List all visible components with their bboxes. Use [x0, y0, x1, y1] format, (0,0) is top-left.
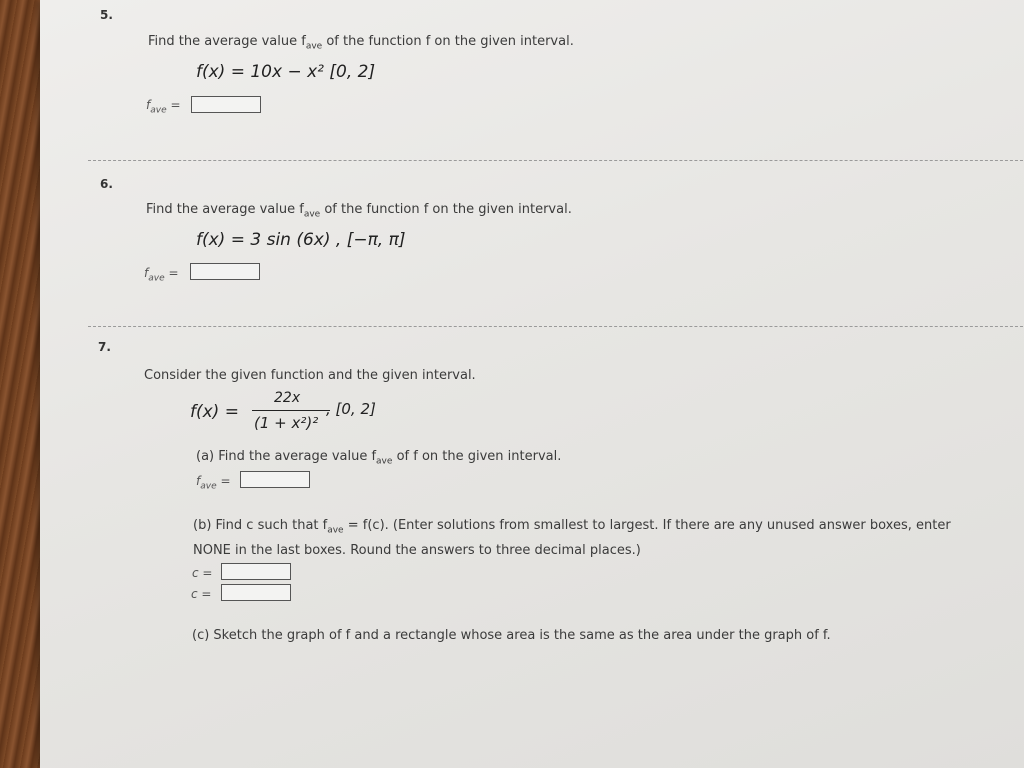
problem-6-handwritten-function: f(x) = 3 sin (6x) , [−π, π] — [196, 230, 406, 250]
problem-5-label-sub: ave — [150, 105, 167, 116]
problem-6-label-f: f — [144, 266, 149, 280]
problem-7-part-a-answer-input[interactable] — [240, 471, 310, 488]
problem-6-prompt-text: Find the average value f — [146, 202, 304, 217]
problem-7-part-a-label-eq: = — [216, 474, 231, 488]
problem-7-c-answer-input-1[interactable] — [221, 563, 291, 580]
problem-7-part-a-label-sub: ave — [200, 481, 217, 492]
problem-5-prompt — [148, 34, 574, 52]
problem-7-part-a-sub: ave — [376, 456, 393, 467]
problem-6-answer-label — [144, 266, 179, 283]
problem-5-number: 5. — [100, 8, 113, 22]
problem-7-part-b-line1 — [193, 518, 951, 536]
problem-7-part-b-line2: NONE in the last boxes. Round the answers to three decimal places.) — [193, 543, 641, 558]
problem-7-handwritten-lhs: f(x) = — [190, 402, 239, 422]
divider-1 — [88, 160, 1024, 161]
problem-6-prompt-sub: ave — [303, 209, 321, 220]
problem-7-part-b-line1b: = f(c). (Enter solutions from smallest to largest. If there are any unused answer boxes, enter — [343, 518, 951, 533]
problem-7-c-label-1: c = — [192, 566, 213, 580]
problem-7-part-c: (c) Sketch the graph of f and a rectangle whose area is the same as the area under the graph of f. — [192, 628, 831, 643]
problem-7-part-b-line1a: (b) Find c such that f — [193, 518, 328, 533]
problem-7-part-a — [196, 449, 561, 467]
problem-7-part-a-label-f: f — [196, 474, 201, 488]
problem-7-c-label-2: c = — [191, 587, 212, 601]
worksheet-paper — [40, 0, 1024, 768]
problem-7-number: 7. — [98, 340, 111, 354]
problem-5-label-f: f — [146, 98, 151, 112]
problem-6-label-sub: ave — [148, 273, 165, 284]
problem-7-part-a-tail: of f on the given interval. — [392, 449, 562, 464]
problem-5-handwritten-function: f(x) = 10x − x² [0, 2] — [196, 62, 376, 82]
problem-7-part-a-label — [196, 474, 231, 491]
problem-7-handwritten-interval: , [0, 2] — [326, 400, 376, 418]
problem-7-handwritten-numerator: 22x — [274, 390, 301, 406]
problem-5-label-eq: = — [166, 98, 181, 112]
problem-5-prompt-sub: ave — [305, 41, 323, 52]
problem-7-part-b-line1-sub: ave — [327, 525, 344, 536]
problem-7-fraction-bar — [252, 410, 330, 411]
problem-5-prompt-tail: of the function f on the given interval. — [322, 34, 574, 49]
divider-2 — [88, 326, 1024, 327]
problem-6-prompt — [146, 202, 572, 220]
problem-7-handwritten-denominator: (1 + x²)² — [254, 414, 319, 432]
problem-5-answer-label — [146, 98, 181, 115]
problem-6-answer-input[interactable] — [190, 263, 260, 280]
problem-7-c-answer-input-2[interactable] — [221, 584, 291, 601]
problem-6-label-eq: = — [164, 266, 179, 280]
problem-7-part-a-text: (a) Find the average value f — [196, 449, 377, 464]
problem-6-prompt-tail: of the function f on the given interval. — [320, 202, 572, 217]
problem-5-answer-input[interactable] — [191, 96, 261, 113]
problem-7-prompt: Consider the given function and the given interval. — [144, 368, 476, 383]
problem-6-number: 6. — [100, 177, 113, 191]
problem-5-prompt-text: Find the average value f — [148, 34, 306, 49]
